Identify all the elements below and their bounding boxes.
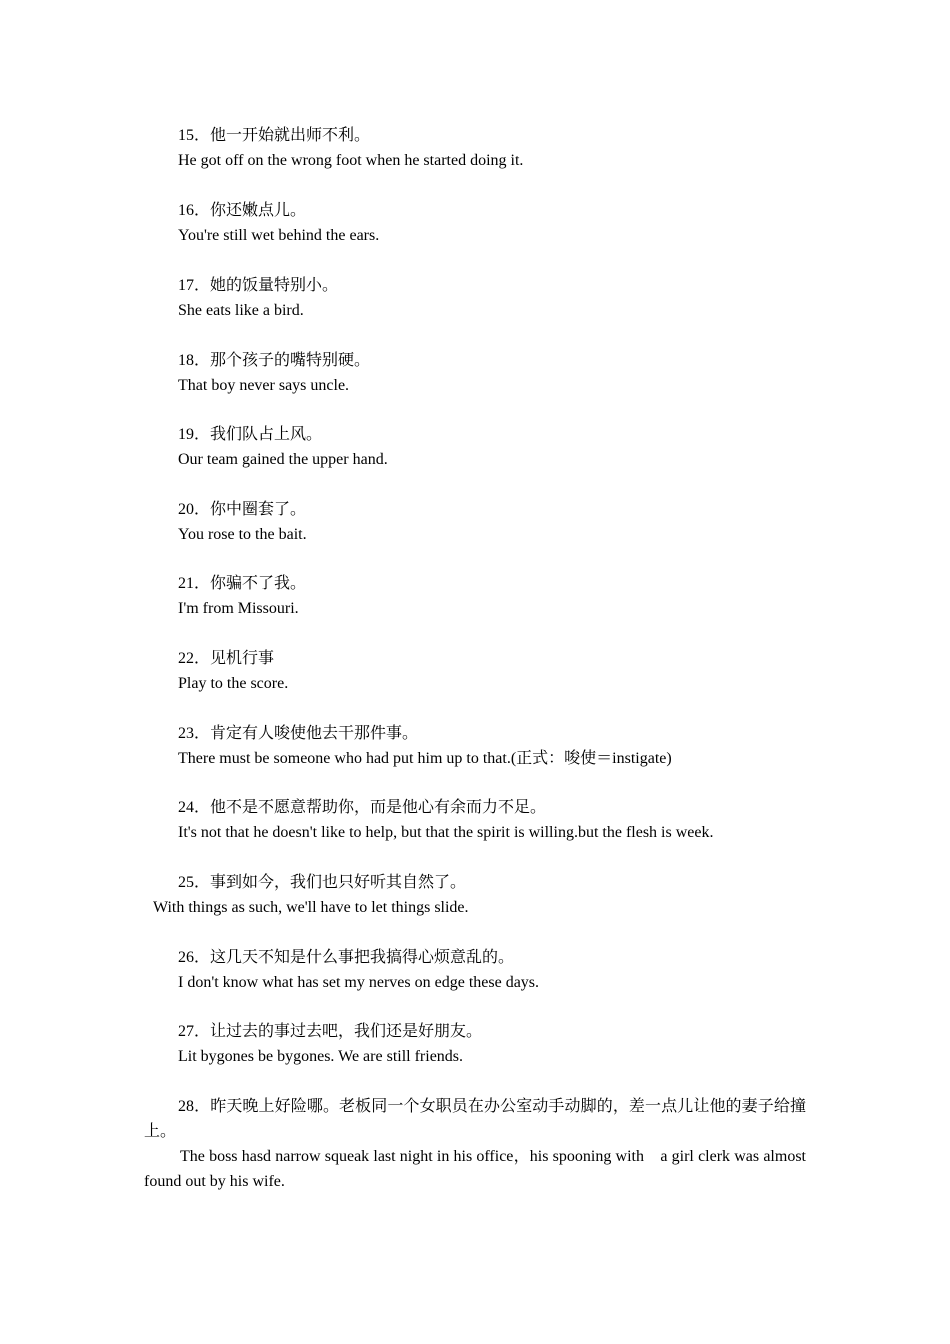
entry-number: 27． <box>178 1023 211 1040</box>
entry-number: 22． <box>178 650 211 667</box>
entry-en: He got off on the wrong foot when he started doing it. <box>178 152 524 169</box>
entry-number: 18． <box>178 352 211 369</box>
entry-en: I'm from Missouri. <box>178 600 299 617</box>
entry-zh: 20．你中圈套了。 <box>178 501 307 518</box>
entry-number: 21． <box>178 575 211 592</box>
entry-number: 16． <box>178 202 211 219</box>
entry-number: 19． <box>178 426 211 443</box>
entry-zh: 25．事到如今，我们也只好听其自然了。 <box>178 874 467 891</box>
entry-en: The boss hasd narrow squeak last night in his office，his spooning with a girl clerk was almost found out by his wife. <box>144 1148 806 1190</box>
entry-en: Play to the score. <box>178 675 289 692</box>
entry-en: I don't know what has set my nerves on edge these days. <box>178 974 540 991</box>
entry-number: 24． <box>178 799 211 816</box>
entry-zh: 18．那个孩子的嘴特别硬。 <box>178 352 371 369</box>
entry-zh: 27．让过去的事过去吧，我们还是好朋友。 <box>178 1023 483 1040</box>
entry-zh: 21．你骗不了我。 <box>178 575 307 592</box>
entry-en: She eats like a bird. <box>178 302 304 319</box>
entry-number: 28． <box>178 1098 211 1115</box>
entry-zh: 15．他一开始就出师不利。 <box>178 127 371 144</box>
entry-en: With things as such, we'll have to let things slide. <box>153 899 469 916</box>
entry-en: Our team gained the upper hand. <box>178 451 388 468</box>
entry-zh: 26．这几天不知是什么事把我搞得心烦意乱的。 <box>178 949 515 966</box>
entry-number: 20． <box>178 501 211 518</box>
entry-zh: 16．你还嫩点儿。 <box>178 202 307 219</box>
entry-zh: 24．他不是不愿意帮助你，而是他心有余而力不足。 <box>178 799 547 816</box>
entry-en: That boy never says uncle. <box>178 377 350 394</box>
entry-zh: 17．她的饭量特别小。 <box>178 277 339 294</box>
entry-number: 25． <box>178 874 211 891</box>
entry-en: It's not that he doesn't like to help, but that the spirit is willing.but the flesh is week. <box>178 824 714 841</box>
entry-en: Lit bygones be bygones. We are still friends. <box>178 1048 464 1065</box>
entry-number: 15． <box>178 127 211 144</box>
entry-en: You're still wet behind the ears. <box>178 227 380 244</box>
entry-zh: 19．我们队占上风。 <box>178 426 323 443</box>
entry-number: 23． <box>178 725 211 742</box>
entry-en: There must be someone who had put him up to that.(正式：唆使＝instigate) <box>178 750 672 767</box>
entry-number: 26． <box>178 949 211 966</box>
entry-en: You rose to the bait. <box>178 526 307 543</box>
entry-number: 17． <box>178 277 211 294</box>
entry-zh: 28．昨天晚上好险哪。老板同一个女职员在办公室动手动脚的，差一点儿让他的妻子给撞上。 <box>144 1098 806 1140</box>
entry-zh: 22．见机行事 <box>178 650 275 667</box>
entry-zh: 23．肯定有人唆使他去干那件事。 <box>178 725 419 742</box>
